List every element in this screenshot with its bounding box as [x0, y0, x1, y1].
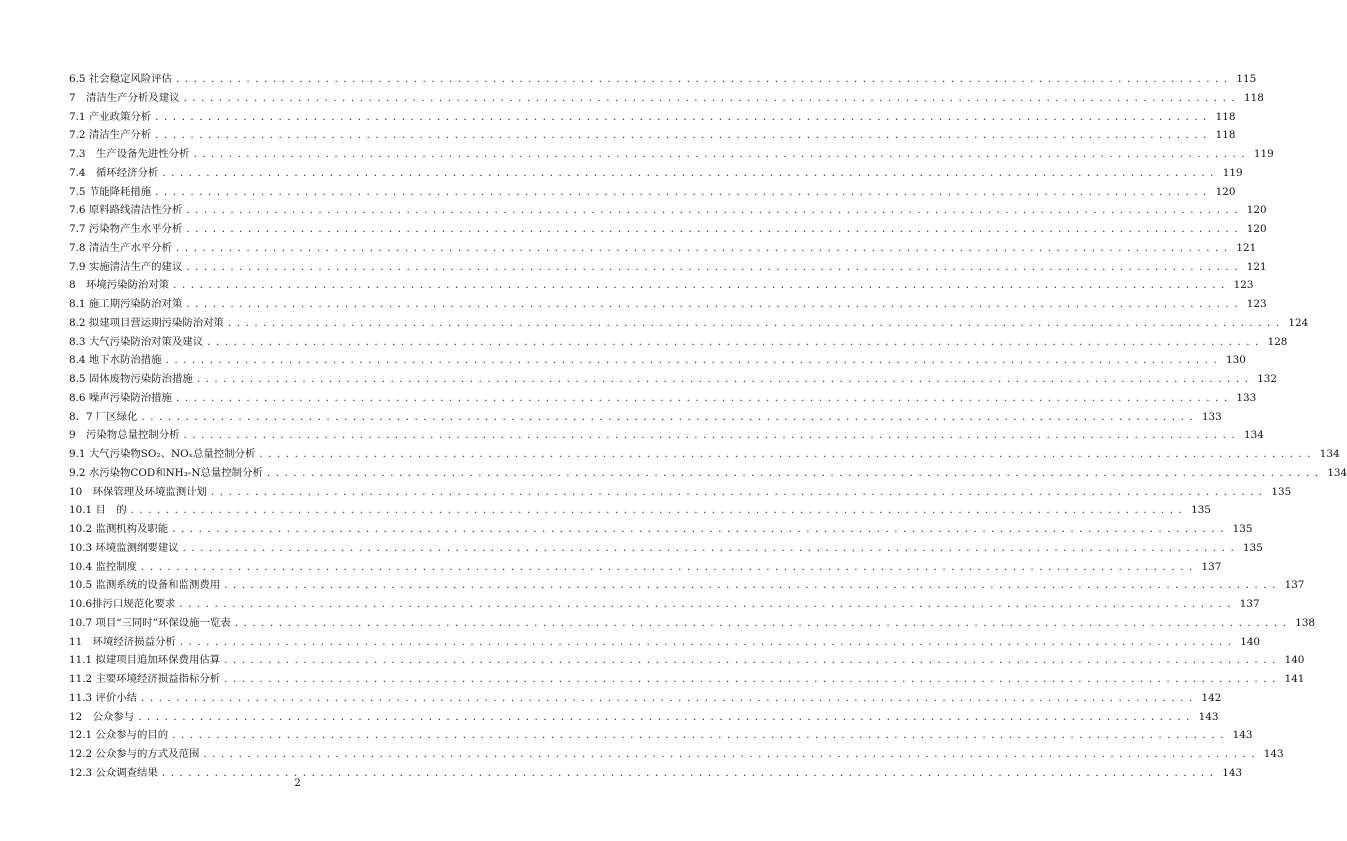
dot-leader: . . . . . . . . . . . . . . . . . . . . . . . . . . . . . . . . . . . . . . . . . . . . . . . . . . . . . . . . . . . . . . . . . . . . . . . . . . . . . . . . . . . . . . . . . . . . . . . . . . . . . . . . . . . . . . . . . . . . . . . .: [186, 260, 1239, 273]
toc-entry-title: 10.1 目 的: [69, 504, 127, 517]
toc-entry-page-number: 133: [1201, 410, 1222, 423]
toc-entry[interactable]: [69, 501, 1211, 520]
dot-leader: . . . . . . . . . . . . . . . . . . . . . . . . . . . . . . . . . . . . . . . . . . . . . . . . . . . . . . . . . . . . . . . . . . . . . . . . . . . . . . . . . . . . . . . . . . . . . . . . . . . . . . . . . . . . . . . . . . . . . . . .: [165, 354, 1218, 367]
dot-leader: . . . . . . . . . . . . . . . . . . . . . . . . . . . . . . . . . . . . . . . . . . . . . . . . . . . . . . . . . . . . . . . . . . . . . . . . . . . . . . . . . . . . . . . . . . . . . . . . . . . . . . . . . . . . . . . . . . . . . . . .: [196, 373, 1250, 385]
toc-entry[interactable]: [69, 576, 1305, 595]
toc-entry-page-number: 137: [1201, 560, 1222, 573]
toc-entry-page-number: 118: [1243, 91, 1264, 104]
toc-entry-page-number: 123: [1233, 279, 1254, 292]
toc-entry[interactable]: [69, 389, 1257, 408]
dot-leader: . . . . . . . . . . . . . . . . . . . . . . . . . . . . . . . . . . . . . . . . . . . . . . . . . . . . . . . . . . . . . . . . . . . . . . . . . . . . . . . . . . . . . . . . . . . . . . . . . . . . . . . . . . . . . . . . . . . . . . . .: [182, 541, 1235, 554]
toc-entry-title: 8.6 噪声污染防治措施: [69, 391, 172, 404]
toc-entry[interactable]: [69, 708, 1219, 727]
toc-entry-title: 9.1 大气污染物SO₂、NOₓ总量控制分析: [69, 448, 256, 460]
toc-entry-title: 7.8 清洁生产水平分析: [69, 241, 172, 254]
dot-leader: . . . . . . . . . . . . . . . . . . . . . . . . . . . . . . . . . . . . . . . . . . . . . . . . . . . . . . . . . . . . . . . . . . . . . . . . . . . . . . . . . . . . . . . . . . . . . . . . . . . . . . . . . . . . . . . . . . . . . . . .: [193, 148, 1246, 160]
toc-entry[interactable]: [69, 745, 1284, 764]
dot-leader: . . . . . . . . . . . . . . . . . . . . . . . . . . . . . . . . . . . . . . . . . . . . . . . . . . . . . . . . . . . . . . . . . . . . . . . . . . . . . . . . . . . . . . . . . . . . . . . . . . . . . . . . . . . . . . . . . . . . . . . .: [130, 504, 1183, 517]
toc-entry-title: 12 公众参与: [69, 710, 135, 723]
toc-entry-page-number: 121: [1236, 241, 1257, 254]
toc-entry-title: 10.4 监控制度: [69, 560, 138, 573]
toc-entry[interactable]: [69, 633, 1261, 652]
dot-leader: . . . . . . . . . . . . . . . . . . . . . . . . . . . . . . . . . . . . . . . . . . . . . . . . . . . . . . . . . . . . . . . . . . . . . . . . . . . . . . . . . . . . . . . . . . . . . . . . . . . . . . . . . . . . . . . . . . . . . . . .: [161, 766, 1215, 779]
toc-entry-title: 10.3 环境监测纲要建议: [69, 541, 179, 554]
toc-entry-title: 12.3 公众调查结果: [69, 766, 158, 779]
dot-leader: . . . . . . . . . . . . . . . . . . . . . . . . . . . . . . . . . . . . . . . . . . . . . . . . . . . . . . . . . . . . . . . . . . . . . . . . . . . . . . . . . . . . . . . . . . . . . . . . . . . . . . . . . . . . . . . . . . . . . . . .: [186, 204, 1239, 217]
dot-leader: . . . . . . . . . . . . . . . . . . . . . . . . . . . . . . . . . . . . . . . . . . . . . . . . . . . . . . . . . . . . . . . . . . . . . . . . . . . . . . . . . . . . . . . . . . . . . . . . . . . . . . . . . . . . . . . . . . . . . . . .: [175, 73, 1229, 85]
toc-entry-page-number: 137: [1239, 598, 1260, 610]
toc-entry-page-number: 130: [1226, 354, 1246, 367]
toc-entry-title: 8.5 固体废物污染防治措施: [69, 373, 193, 385]
toc-entry-page-number: 133: [1236, 391, 1257, 404]
toc-entry[interactable]: [69, 201, 1267, 220]
toc-entry-page-number: 142: [1201, 691, 1222, 704]
toc-entry-title: 7.3 生产设备先进性分析: [69, 148, 190, 160]
toc-entry-page-number: 135: [1243, 541, 1263, 554]
toc-entry[interactable]: [69, 464, 1347, 483]
dot-leader: . . . . . . . . . . . . . . . . . . . . . . . . . . . . . . . . . . . . . . . . . . . . . . . . . . . . . . . . . . . . . . . . . . . . . . . . . . . . . . . . . . . . . . . . . . . . . . . . . . . . . . . . . . . . . . . . . . . . . . . .: [141, 560, 1194, 573]
toc-entry-page-number: 135: [1191, 504, 1211, 517]
toc-entry[interactable]: [69, 651, 1305, 670]
toc-entry-page-number: 132: [1257, 373, 1278, 385]
toc-entry[interactable]: [69, 108, 1236, 127]
dot-leader: . . . . . . . . . . . . . . . . . . . . . . . . . . . . . . . . . . . . . . . . . . . . . . . . . . . . . . . . . . . . . . . . . . . . . . . . . . . . . . . . . . . . . . . . . . . . . . . . . . . . . . . . . . . . . . . . . . . . . . . .: [183, 429, 1236, 442]
dot-leader: . . . . . . . . . . . . . . . . . . . . . . . . . . . . . . . . . . . . . . . . . . . . . . . . . . . . . . . . . . . . . . . . . . . . . . . . . . . . . . . . . . . . . . . . . . . . . . . . . . . . . . . . . . . . . . . . . . . . . . . .: [172, 523, 1225, 535]
toc-entry-title: 7.4 循环经济分析: [69, 166, 159, 179]
toc-entry-page-number: 135: [1271, 485, 1292, 498]
toc-entry-page-number: 143: [1263, 748, 1284, 760]
toc-entry[interactable]: [69, 370, 1278, 389]
toc-entry-page-number: 120: [1215, 185, 1236, 198]
toc-entry[interactable]: [69, 595, 1260, 614]
toc-entry[interactable]: [69, 726, 1253, 745]
toc-entry[interactable]: [69, 89, 1264, 108]
toc-entry-title: 10.6排污口规范化要求: [69, 598, 176, 610]
toc-entry-title: 12.1 公众参与的目的: [69, 729, 169, 742]
toc-entry-page-number: 121: [1246, 260, 1267, 273]
toc-entry[interactable]: [69, 183, 1236, 202]
toc-entry-title: 11.3 评价小结: [69, 691, 138, 704]
dot-leader: . . . . . . . . . . . . . . . . . . . . . . . . . . . . . . . . . . . . . . . . . . . . . . . . . . . . . . . . . . . . . . . . . . . . . . . . . . . . . . . . . . . . . . . . . . . . . . . . . . . . . . . . . . . . . . . . . . . . . . . .: [224, 673, 1277, 685]
toc-entry[interactable]: [69, 558, 1222, 577]
toc-entry-page-number: 123: [1246, 298, 1267, 310]
toc-entry-page-number: 143: [1222, 766, 1243, 779]
toc-entry-page-number: 140: [1240, 635, 1261, 648]
toc-entry-title: 9 污染物总量控制分析: [69, 429, 180, 442]
table-of-contents: [69, 70, 1347, 783]
toc-entry-title: 11.2 主要环境经济损益指标分析: [69, 673, 221, 685]
toc-entry-title: 8 环境污染防治对策: [69, 279, 170, 292]
toc-entry-page-number: 141: [1284, 673, 1305, 685]
toc-entry-page-number: 134: [1319, 448, 1340, 460]
dot-leader: . . . . . . . . . . . . . . . . . . . . . . . . . . . . . . . . . . . . . . . . . . . . . . . . . . . . . . . . . . . . . . . . . . . . . . . . . . . . . . . . . . . . . . . . . . . . . . . . . . . . . . . . . . . . . . . . . . . . . . . .: [207, 335, 1260, 348]
toc-entry-page-number: 124: [1288, 316, 1309, 329]
dot-leader: . . . . . . . . . . . . . . . . . . . . . . . . . . . . . . . . . . . . . . . . . . . . . . . . . . . . . . . . . . . . . . . . . . . . . . . . . . . . . . . . . . . . . . . . . . . . . . . . . . . . . . . . . . . . . . . . . . . . . . . .: [141, 410, 1194, 423]
dot-leader: . . . . . . . . . . . . . . . . . . . . . . . . . . . . . . . . . . . . . . . . . . . . . . . . . . . . . . . . . . . . . . . . . . . . . . . . . . . . . . . . . . . . . . . . . . . . . . . . . . . . . . . . . . . . . . . . . . . . . . . .: [224, 654, 1277, 667]
toc-entry-page-number: 128: [1267, 335, 1288, 348]
toc-entry-title: 7.1 产业政策分析: [69, 110, 152, 123]
toc-entry-title: 9.2 水污染物COD和NH₃-N总量控制分析: [69, 466, 263, 479]
toc-entry-title: 11.1 拟建项目追加环保费用估算: [69, 654, 221, 667]
toc-entry[interactable]: [69, 445, 1340, 464]
toc-entry[interactable]: [69, 483, 1292, 502]
dot-leader: . . . . . . . . . . . . . . . . . . . . . . . . . . . . . . . . . . . . . . . . . . . . . . . . . . . . . . . . . . . . . . . . . . . . . . . . . . . . . . . . . . . . . . . . . . . . . . . . . . . . . . . . . . . . . . . . . . . . . . . .: [155, 185, 1208, 198]
toc-entry-page-number: 134: [1243, 429, 1264, 442]
dot-leader: . . . . . . . . . . . . . . . . . . . . . . . . . . . . . . . . . . . . . . . . . . . . . . . . . . . . . . . . . . . . . . . . . . . . . . . . . . . . . . . . . . . . . . . . . . . . . . . . . . . . . . . . . . . . . . . . . . . . . . . .: [141, 691, 1194, 704]
toc-entry[interactable]: [69, 614, 1316, 633]
toc-entry-title: 10.2 监测机构及职能: [69, 523, 169, 535]
toc-entry-page-number: 137: [1284, 579, 1305, 592]
toc-entry-title: 10 环保管理及环境监测计划: [69, 485, 207, 498]
toc-entry[interactable]: [69, 70, 1257, 89]
toc-entry-page-number: 140: [1284, 654, 1305, 667]
page-number: 2: [294, 778, 301, 789]
toc-entry-title: 7.2 清洁生产分析: [69, 129, 152, 142]
toc-entry-title: 7.9 实施清洁生产的建议: [69, 260, 183, 273]
dot-leader: . . . . . . . . . . . . . . . . . . . . . . . . . . . . . . . . . . . . . . . . . . . . . . . . . . . . . . . . . . . . . . . . . . . . . . . . . . . . . . . . . . . . . . . . . . . . . . . . . . . . . . . . . . . . . . . . . . . . . . . .: [155, 110, 1208, 123]
toc-entry[interactable]: [69, 539, 1263, 558]
toc-entry[interactable]: [69, 689, 1222, 708]
toc-entry-title: 11 环境经济损益分析: [69, 635, 176, 648]
toc-entry[interactable]: [69, 333, 1288, 352]
dot-leader: . . . . . . . . . . . . . . . . . . . . . . . . . . . . . . . . . . . . . . . . . . . . . . . . . . . . . . . . . . . . . . . . . . . . . . . . . . . . . . . . . . . . . . . . . . . . . . . . . . . . . . . . . . . . . . . . . . . . . . . .: [227, 316, 1281, 329]
dot-leader: . . . . . . . . . . . . . . . . . . . . . . . . . . . . . . . . . . . . . . . . . . . . . . . . . . . . . . . . . . . . . . . . . . . . . . . . . . . . . . . . . . . . . . . . . . . . . . . . . . . . . . . . . . . . . . . . . . . . . . . .: [172, 729, 1225, 742]
toc-entry-page-number: 119: [1253, 148, 1274, 160]
dot-leader: . . . . . . . . . . . . . . . . . . . . . . . . . . . . . . . . . . . . . . . . . . . . . . . . . . . . . . . . . . . . . . . . . . . . . . . . . . . . . . . . . . . . . . . . . . . . . . . . . . . . . . . . . . . . . . . . . . . . . . . .: [186, 223, 1239, 235]
toc-entry[interactable]: [69, 351, 1246, 370]
toc-entry[interactable]: [69, 145, 1274, 164]
dot-leader: . . . . . . . . . . . . . . . . . . . . . . . . . . . . . . . . . . . . . . . . . . . . . . . . . . . . . . . . . . . . . . . . . . . . . . . . . . . . . . . . . . . . . . . . . . . . . . . . . . . . . . . . . . . . . . . . . . . . . . . .: [224, 579, 1277, 592]
dot-leader: . . . . . . . . . . . . . . . . . . . . . . . . . . . . . . . . . . . . . . . . . . . . . . . . . . . . . . . . . . . . . . . . . . . . . . . . . . . . . . . . . . . . . . . . . . . . . . . . . . . . . . . . . . . . . . . . . . . . . . . .: [183, 91, 1236, 104]
toc-entry-page-number: 143: [1232, 729, 1253, 742]
toc-entry-page-number: 138: [1295, 616, 1316, 629]
toc-entry[interactable]: [69, 220, 1267, 239]
toc-entry[interactable]: [69, 426, 1264, 445]
toc-entry[interactable]: [69, 164, 1243, 183]
dot-leader: . . . . . . . . . . . . . . . . . . . . . . . . . . . . . . . . . . . . . . . . . . . . . . . . . . . . . . . . . . . . . . . . . . . . . . . . . . . . . . . . . . . . . . . . . . . . . . . . . . . . . . . . . . . . . . . . . . . . . . . .: [179, 635, 1233, 648]
toc-entry-page-number: 120: [1246, 204, 1267, 217]
toc-entry[interactable]: [69, 408, 1222, 427]
toc-entry-title: 10.5 监测系统的设备和监测费用: [69, 579, 221, 592]
toc-entry-title: 10.7 项目“三同时”环保设施一览表: [69, 616, 231, 629]
toc-entry[interactable]: [69, 239, 1257, 258]
toc-entry[interactable]: [69, 276, 1254, 295]
toc-entry-title: 8.1 施工期污染防治对策: [69, 298, 183, 310]
dot-leader: . . . . . . . . . . . . . . . . . . . . . . . . . . . . . . . . . . . . . . . . . . . . . . . . . . . . . . . . . . . . . . . . . . . . . . . . . . . . . . . . . . . . . . . . . . . . . . . . . . . . . . . . . . . . . . . . . . . . . . . .: [179, 598, 1232, 610]
toc-entry-page-number: 134: [1327, 466, 1347, 479]
toc-entry-title: 7.6 原料路线清洁性分析: [69, 204, 183, 217]
toc-entry-page-number: 119: [1222, 166, 1243, 179]
dot-leader: . . . . . . . . . . . . . . . . . . . . . . . . . . . . . . . . . . . . . . . . . . . . . . . . . . . . . . . . . . . . . . . . . . . . . . . . . . . . . . . . . . . . . . . . . . . . . . . . . . . . . . . . . . . . . . . . . . . . . . . .: [173, 279, 1226, 292]
dot-leader: . . . . . . . . . . . . . . . . . . . . . . . . . . . . . . . . . . . . . . . . . . . . . . . . . . . . . . . . . . . . . . . . . . . . . . . . . . . . . . . . . . . . . . . . . . . . . . . . . . . . . . . . . . . . . . . . . . . . . . . .: [210, 485, 1264, 498]
toc-entry-title: 8.2 拟建项目营运期污染防治对策: [69, 316, 224, 329]
toc-entry-title: 8.3 大气污染防治对策及建议: [69, 335, 204, 348]
dot-leader: . . . . . . . . . . . . . . . . . . . . . . . . . . . . . . . . . . . . . . . . . . . . . . . . . . . . . . . . . . . . . . . . . . . . . . . . . . . . . . . . . . . . . . . . . . . . . . . . . . . . . . . . . . . . . . . . . . . . . . . .: [162, 166, 1215, 179]
toc-entry[interactable]: [69, 670, 1305, 689]
toc-entry[interactable]: [69, 258, 1267, 277]
dot-leader: . . . . . . . . . . . . . . . . . . . . . . . . . . . . . . . . . . . . . . . . . . . . . . . . . . . . . . . . . . . . . . . . . . . . . . . . . . . . . . . . . . . . . . . . . . . . . . . . . . . . . . . . . . . . . . . . . . . . . . . .: [175, 391, 1229, 404]
toc-entry-page-number: 118: [1215, 129, 1236, 142]
toc-entry-page-number: 115: [1236, 73, 1257, 85]
toc-entry-title: 8.4 地下水防治措施: [69, 354, 162, 367]
dot-leader: . . . . . . . . . . . . . . . . . . . . . . . . . . . . . . . . . . . . . . . . . . . . . . . . . . . . . . . . . . . . . . . . . . . . . . . . . . . . . . . . . . . . . . . . . . . . . . . . . . . . . . . . . . . . . . . . . . . . . . . .: [138, 710, 1191, 723]
dot-leader: . . . . . . . . . . . . . . . . . . . . . . . . . . . . . . . . . . . . . . . . . . . . . . . . . . . . . . . . . . . . . . . . . . . . . . . . . . . . . . . . . . . . . . . . . . . . . . . . . . . . . . . . . . . . . . . . . . . . . . . .: [203, 748, 1256, 760]
dot-leader: . . . . . . . . . . . . . . . . . . . . . . . . . . . . . . . . . . . . . . . . . . . . . . . . . . . . . . . . . . . . . . . . . . . . . . . . . . . . . . . . . . . . . . . . . . . . . . . . . . . . . . . . . . . . . . . . . . . . . . . .: [175, 241, 1229, 254]
dot-leader: . . . . . . . . . . . . . . . . . . . . . . . . . . . . . . . . . . . . . . . . . . . . . . . . . . . . . . . . . . . . . . . . . . . . . . . . . . . . . . . . . . . . . . . . . . . . . . . . . . . . . . . . . . . . . . . . . . . . . . . .: [186, 298, 1239, 310]
toc-entry-page-number: 135: [1232, 523, 1253, 535]
toc-entry-title: 7 清洁生产分析及建议: [69, 91, 180, 104]
dot-leader: . . . . . . . . . . . . . . . . . . . . . . . . . . . . . . . . . . . . . . . . . . . . . . . . . . . . . . . . . . . . . . . . . . . . . . . . . . . . . . . . . . . . . . . . . . . . . . . . . . . . . . . . . . . . . . . . . . . . . . . .: [259, 448, 1312, 460]
toc-entry[interactable]: [69, 314, 1309, 333]
toc-entry[interactable]: [69, 126, 1236, 145]
toc-entry[interactable]: [69, 520, 1253, 539]
toc-entry[interactable]: [69, 295, 1267, 314]
toc-entry-page-number: 118: [1215, 110, 1236, 123]
toc-entry-title: 12.2 公众参与的方式及范围: [69, 748, 200, 760]
toc-entry-page-number: 143: [1198, 710, 1219, 723]
toc-entry-title: 7.5 节能降耗措施: [69, 185, 152, 198]
dot-leader: . . . . . . . . . . . . . . . . . . . . . . . . . . . . . . . . . . . . . . . . . . . . . . . . . . . . . . . . . . . . . . . . . . . . . . . . . . . . . . . . . . . . . . . . . . . . . . . . . . . . . . . . . . . . . . . . . . . . . . . .: [155, 129, 1208, 142]
toc-entry-title: 8．7 厂区绿化: [69, 410, 138, 423]
toc-entry-title: 6.5 社会稳定风险评估: [69, 73, 172, 85]
dot-leader: . . . . . . . . . . . . . . . . . . . . . . . . . . . . . . . . . . . . . . . . . . . . . . . . . . . . . . . . . . . . . . . . . . . . . . . . . . . . . . . . . . . . . . . . . . . . . . . . . . . . . . . . . . . . . . . . . . . . . . . .: [234, 616, 1288, 629]
toc-entry-page-number: 120: [1246, 223, 1267, 235]
toc-entry-title: 7.7 污染物产生水平分析: [69, 223, 183, 235]
dot-leader: . . . . . . . . . . . . . . . . . . . . . . . . . . . . . . . . . . . . . . . . . . . . . . . . . . . . . . . . . . . . . . . . . . . . . . . . . . . . . . . . . . . . . . . . . . . . . . . . . . . . . . . . . . . . . . . . . . . . . . . .: [266, 466, 1320, 479]
